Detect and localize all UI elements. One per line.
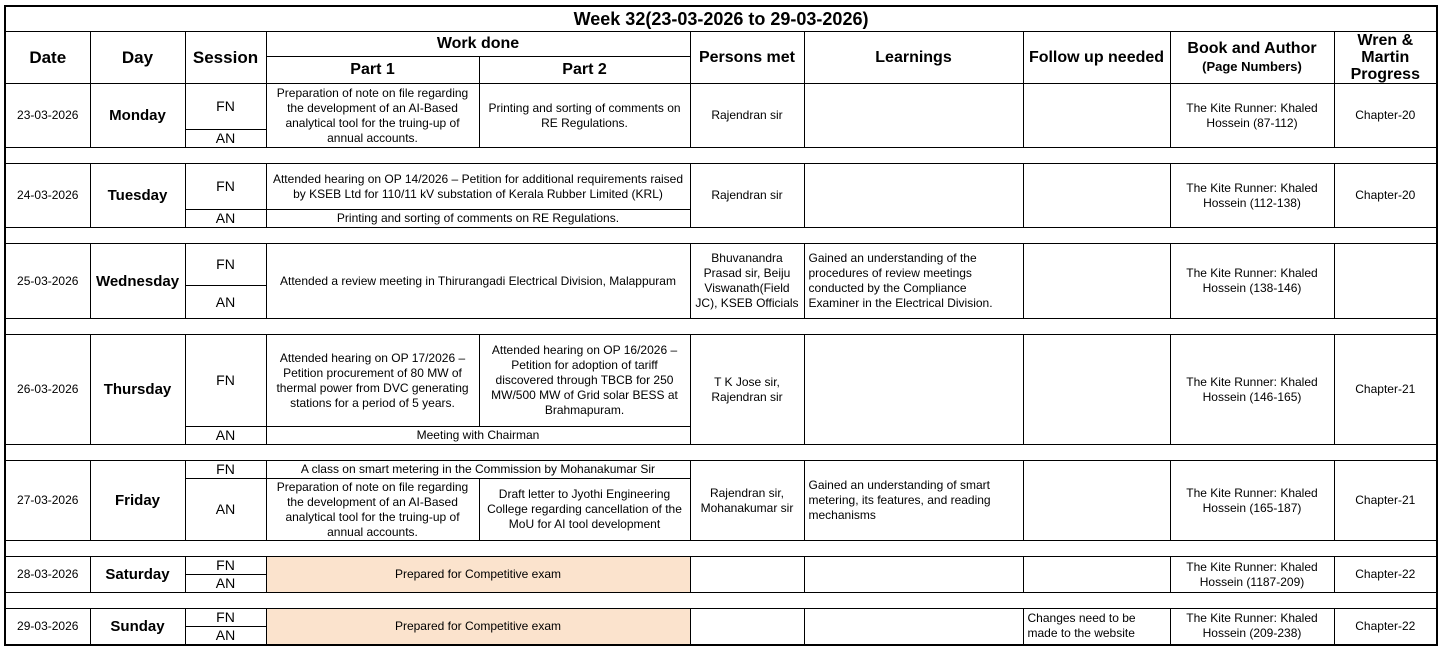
row-spacer — [5, 593, 1437, 609]
work-full-day: Prepared for Competitive exam — [266, 609, 690, 645]
table-row — [5, 244, 1437, 286]
row-day: Monday — [90, 84, 185, 148]
work-full-day: Attended a review meeting in Thirurangadi Electrical Division, Malappuram — [266, 244, 690, 319]
table-row — [5, 609, 1437, 627]
row-day: Tuesday — [90, 164, 185, 228]
table-row — [5, 164, 1437, 210]
header-persons-met: Persons met — [690, 32, 804, 84]
header-work-done: Work done — [266, 32, 690, 57]
work-an: Printing and sorting of comments on RE Regulations. — [266, 210, 690, 228]
row-day: Sunday — [90, 609, 185, 645]
follow-up — [1023, 84, 1170, 148]
table-row — [5, 557, 1437, 575]
week-title: Week 32(23-03-2026 to 29-03-2026) — [5, 6, 1437, 32]
table-row — [5, 84, 1437, 130]
book-author-label: Book and Author — [1187, 39, 1317, 57]
follow-up: Changes need to be made to the website — [1023, 609, 1170, 645]
follow-up — [1023, 244, 1170, 319]
work-full-day: Prepared for Competitive exam — [266, 557, 690, 593]
follow-up — [1023, 461, 1170, 541]
row-day: Wednesday — [90, 244, 185, 319]
book-author: The Kite Runner: Khaled Hossein (146-165) — [1170, 335, 1334, 445]
header-part1: Part 1 — [266, 56, 479, 83]
session-fn: FN — [185, 244, 266, 286]
work-part1: Preparation of note on file regarding the development of an AI-Based analytical tool for the truing-up of annual accounts. — [266, 84, 479, 148]
session-an: AN — [185, 286, 266, 319]
wren-progress: Chapter-22 — [1334, 609, 1437, 645]
persons-met: T K Jose sir, Rajendran sir — [690, 335, 804, 445]
session-fn: FN — [185, 335, 266, 427]
row-day: Thursday — [90, 335, 185, 445]
session-an: AN — [185, 627, 266, 645]
persons-met — [690, 609, 804, 645]
follow-up — [1023, 335, 1170, 445]
weekly-report-table — [4, 5, 1438, 646]
session-an: AN — [185, 427, 266, 445]
book-author: The Kite Runner: Khaled Hossein (87-112) — [1170, 84, 1334, 148]
follow-up — [1023, 164, 1170, 228]
persons-met: Rajendran sir — [690, 164, 804, 228]
session-fn: FN — [185, 461, 266, 479]
session-an: AN — [185, 479, 266, 541]
session-an: AN — [185, 130, 266, 148]
learnings — [804, 609, 1023, 645]
header-follow-up: Follow up needed — [1023, 32, 1170, 84]
row-date: 28-03-2026 — [5, 557, 90, 593]
row-spacer — [5, 445, 1437, 461]
learnings: Gained an understanding of the procedures of review meetings conducted by the Compliance Examiner in the Electrical Division. — [804, 244, 1023, 319]
wren-progress: Chapter-20 — [1334, 84, 1437, 148]
row-spacer — [5, 319, 1437, 335]
header-day: Day — [90, 32, 185, 84]
header-learnings: Learnings — [804, 32, 1023, 84]
learnings — [804, 557, 1023, 593]
row-spacer — [5, 148, 1437, 164]
header-session: Session — [185, 32, 266, 84]
row-date: 23-03-2026 — [5, 84, 90, 148]
row-spacer — [5, 541, 1437, 557]
work-fn: A class on smart metering in the Commission by Mohanakumar Sir — [266, 461, 690, 479]
work-part2: Printing and sorting of comments on RE Regulations. — [479, 84, 690, 148]
wren-progress: Chapter-22 — [1334, 557, 1437, 593]
session-fn: FN — [185, 164, 266, 210]
page-numbers-label: (Page Numbers) — [1202, 58, 1302, 74]
persons-met: Rajendran sir — [690, 84, 804, 148]
table-row — [5, 461, 1437, 479]
header-part2: Part 2 — [479, 56, 690, 83]
wren-progress: Chapter-21 — [1334, 335, 1437, 445]
learnings — [804, 164, 1023, 228]
row-date: 26-03-2026 — [5, 335, 90, 445]
wren-progress: Chapter-21 — [1334, 461, 1437, 541]
persons-met: Bhuvanandra Prasad sir, Beiju Viswanath(Field JC), KSEB Officials — [690, 244, 804, 319]
work-part1: Preparation of note on file regarding the development of an AI-Based analytical tool for the truing-up of annual accounts. — [266, 479, 479, 541]
session-fn: FN — [185, 557, 266, 575]
session-fn: FN — [185, 84, 266, 130]
row-day: Saturday — [90, 557, 185, 593]
table-row — [5, 335, 1437, 427]
session-fn: FN — [185, 609, 266, 627]
book-author: The Kite Runner: Khaled Hossein (1187-209) — [1170, 557, 1334, 593]
book-author: The Kite Runner: Khaled Hossein (209-238) — [1170, 609, 1334, 645]
wren-progress: Chapter-20 — [1334, 164, 1437, 228]
work-part1: Attended hearing on OP 17/2026 – Petition procurement of 80 MW of thermal power from DVC generating stations for a period of 5 years. — [266, 335, 479, 427]
follow-up — [1023, 557, 1170, 593]
row-spacer — [5, 228, 1437, 244]
book-author: The Kite Runner: Khaled Hossein (165-187) — [1170, 461, 1334, 541]
row-day: Friday — [90, 461, 185, 541]
header-book-author — [1170, 32, 1334, 84]
work-fn: Attended hearing on OP 14/2026 – Petition for additional requirements raised by KSEB Ltd for 110/11 kV substation of Kerala Rubber Limited (KRL) — [266, 164, 690, 210]
book-author: The Kite Runner: Khaled Hossein (112-138) — [1170, 164, 1334, 228]
session-an: AN — [185, 210, 266, 228]
row-date: 24-03-2026 — [5, 164, 90, 228]
row-date: 27-03-2026 — [5, 461, 90, 541]
learnings — [804, 335, 1023, 445]
header-date: Date — [5, 32, 90, 84]
persons-met: Rajendran sir, Mohanakumar sir — [690, 461, 804, 541]
learnings: Gained an understanding of smart metering, its features, and reading mechanisms — [804, 461, 1023, 541]
row-date: 25-03-2026 — [5, 244, 90, 319]
work-part2: Attended hearing on OP 16/2026 – Petition for adoption of tariff discovered through TBCB for 250 MW/500 MW of Grid solar BESS at Brahmapuram. — [479, 335, 690, 427]
book-author: The Kite Runner: Khaled Hossein (138-146) — [1170, 244, 1334, 319]
session-an: AN — [185, 575, 266, 593]
work-an: Meeting with Chairman — [266, 427, 690, 445]
work-part2: Draft letter to Jyothi Engineering College regarding cancellation of the MoU for AI tool development — [479, 479, 690, 541]
learnings — [804, 84, 1023, 148]
wren-progress — [1334, 244, 1437, 319]
row-date: 29-03-2026 — [5, 609, 90, 645]
header-wren-martin: Wren & Martin Progress — [1334, 32, 1437, 84]
persons-met — [690, 557, 804, 593]
